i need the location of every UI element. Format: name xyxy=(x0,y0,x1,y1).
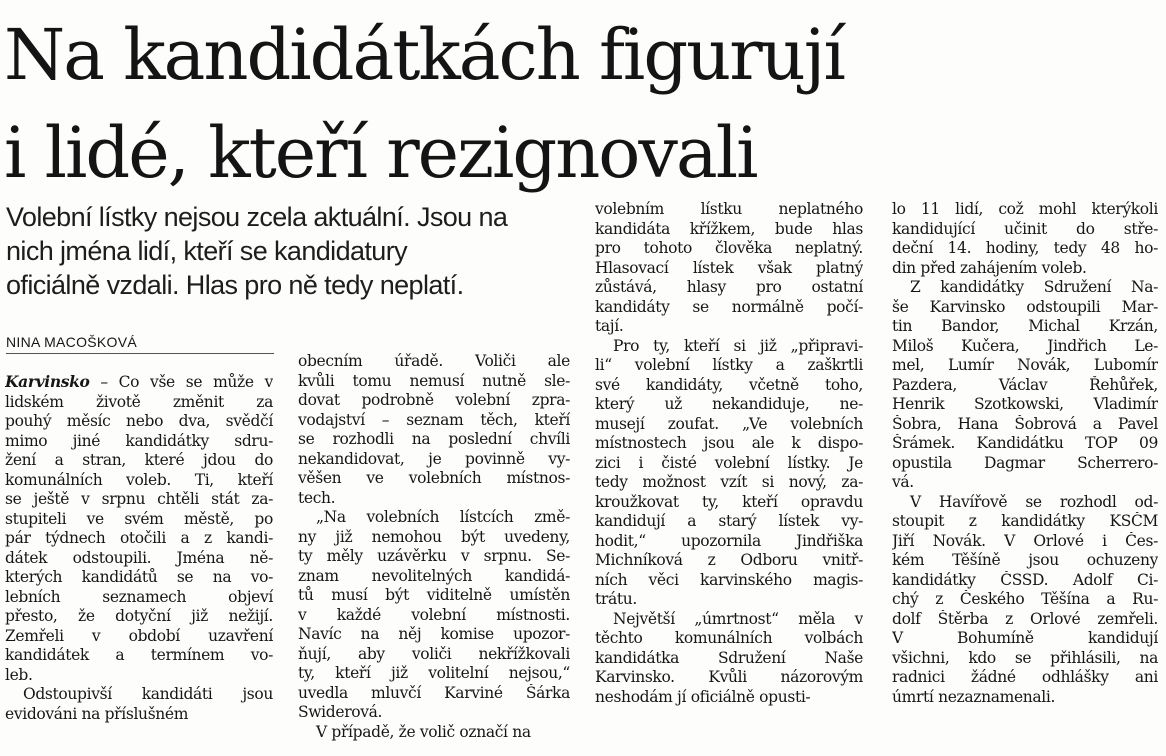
column-line: ty, kteří již volitelní nejsou,“ xyxy=(298,664,570,682)
column-line: pouhý měsíc nebo dva, svědčí xyxy=(5,412,273,430)
column-line: tů musí být viditelně umístěn xyxy=(298,586,570,604)
column-line: lebních seznamech objeví xyxy=(5,587,273,606)
column-line: Michníková z Odboru vnitř- xyxy=(595,551,863,569)
column-line: znam nevolitelných kandidá- xyxy=(298,566,570,585)
column-line: v každé volební místnosti. xyxy=(298,605,570,624)
article-column-2 xyxy=(298,352,570,742)
column-line: nekandidovat, je povinně vy- xyxy=(298,449,570,468)
column-line: deční 14. hodiny, tedy 48 ho- xyxy=(892,239,1158,257)
column-line: pro tohoto člověka neplatný. xyxy=(595,239,863,257)
column-line: Pazdera, Václav Řehůřek, xyxy=(892,375,1158,394)
article-headline xyxy=(4,6,1154,202)
column-line: evidováni na příslušném xyxy=(5,704,189,723)
column-line: „Na volebních lístcích změ- xyxy=(316,508,570,526)
column-line: kandidáty se normálně počí- xyxy=(595,297,863,316)
column-line: kroužkovat ty, kteří opravdu xyxy=(595,492,863,511)
column-line: vodajství – seznam těch, kteří xyxy=(298,410,570,429)
article-lead xyxy=(6,200,571,302)
column-line: tají. xyxy=(595,317,624,335)
column-line: uvedla mluvčí Karviné Šárka xyxy=(298,683,570,702)
column-line: kandidují a starý lístek vy- xyxy=(595,512,863,530)
headline-line: i lidé, kteří rezignovali xyxy=(4,112,757,194)
column-line: Navíc na něj komise upozor- xyxy=(298,625,570,643)
article-column-4 xyxy=(892,200,1158,707)
column-line: obecním úřadě. Voliči ale xyxy=(298,352,570,370)
headline-line: Na kandidátkách figurují xyxy=(4,14,844,96)
column-line: kandidáta křížkem, bude hlas xyxy=(595,219,863,238)
column-line: místnostech jsou ale k dispo- xyxy=(595,434,863,452)
column-line: lidském životě změnit za xyxy=(5,392,273,411)
column-line: těchto komunálních volbách xyxy=(595,629,863,647)
column-line: hodit,“ upozornila Jindřiška xyxy=(595,531,863,550)
column-line: věšen ve volebních místnos- xyxy=(298,469,570,487)
column-line: žení a stran, které jdou do xyxy=(5,451,273,469)
column-line: zůstává, hlasy pro ostatní xyxy=(595,278,863,296)
lead-line: oficiálně vzdali. Hlas pro ně tedy neplatí. xyxy=(6,270,464,300)
column-line: radnici žádné odhlášky ani xyxy=(892,668,1158,686)
dateline-rest: – Co vše se může v xyxy=(89,373,273,391)
column-line: Šobra, Hana Šobrová a Pavel xyxy=(892,414,1158,433)
column-line: ty měly uzávěrku v srpnu. Se- xyxy=(298,547,570,565)
column-line: stoupit z kandidátky KSČM xyxy=(892,512,1158,530)
column-line: kandidátka Sdružení Naše xyxy=(595,648,863,667)
column-line: Karvinsko. Kvůli názorovým xyxy=(595,668,863,686)
column-line: V Havířově se rozhodl od- xyxy=(910,492,1158,511)
author-byline: NINA MACOŠKOVÁ xyxy=(6,333,274,354)
column-line: din před zahájením voleb. xyxy=(892,258,1087,277)
column-line: tech. xyxy=(298,488,336,507)
column-line: kandidátky ČSSD. Adolf Ci- xyxy=(892,570,1158,589)
column-line: kvůli tomu nemusí nutně sle- xyxy=(298,371,570,390)
column-line: ních věci karvinského magis- xyxy=(595,570,863,589)
column-line: Pro ty, kteří si již „připravi- xyxy=(613,336,863,355)
column-line: přesto, že dotyční již nežijí. xyxy=(5,607,273,625)
column-line: V Bohumíně kandidují xyxy=(892,629,1158,647)
column-line: Šrámek. Kandidátku TOP 09 xyxy=(892,434,1158,452)
column-line: kandidátek a termínem vo- xyxy=(5,646,273,664)
column-line: pár týdnech otočili a z kandi- xyxy=(5,529,273,547)
column-line: li“ volební lístky a zaškrtli xyxy=(595,356,863,374)
column-line: kém Těšíně jsou ochuzeny xyxy=(892,551,1158,569)
column-line: opustila Dagmar Scherrero- xyxy=(892,453,1158,472)
column-line: Jiří Novák. V Orlové i Čes- xyxy=(892,531,1158,550)
lead-line: nich jména lidí, kteří se kandidatury xyxy=(6,236,408,266)
column-line: Swiderová. xyxy=(298,703,383,721)
column-line: všichni, kdo se přihlásili, na xyxy=(892,648,1158,667)
column-line: komunálních voleb. Ti, kteří xyxy=(5,470,273,489)
column-line: se ještě v srpnu chtěli stát za- xyxy=(5,490,273,508)
column-line: který už nekandiduje, ne- xyxy=(595,395,863,413)
column-line: Odstoupivší kandidáti jsou xyxy=(23,685,273,703)
column-line: dolf Štěrba z Orlové zemřeli. xyxy=(892,609,1158,628)
column-line: Největší „úmrtnost“ měla v xyxy=(613,609,863,628)
column-line: své kandidáty, včetně toho, xyxy=(595,375,863,394)
column-line: stupiteli ve svém městě, po xyxy=(5,509,273,528)
column-line: neshodám jí oficiálně opusti- xyxy=(595,687,811,706)
column-line: zici i čisté volební lístky. Je xyxy=(595,453,863,472)
column-line: kterých kandidátů se na vo- xyxy=(5,568,273,586)
column-line: tedy možnost vzít si nový, za- xyxy=(595,473,863,491)
article-column-1 xyxy=(5,372,273,724)
column-line: leb. xyxy=(5,665,33,684)
column-line: Henrik Szotkowski, Vladimír xyxy=(892,395,1158,413)
column-line: vá. xyxy=(892,473,914,491)
column-line: še Karvinsko odstoupili Mar- xyxy=(892,297,1158,316)
column-line: tin Bandor, Michal Krzán, xyxy=(892,317,1158,335)
column-line: kandidující učinit do stře- xyxy=(892,219,1158,238)
column-line: mel, Lumír Novák, Lubomír xyxy=(892,356,1158,374)
column-line: ňují, aby voliči nekřížkovali xyxy=(298,644,570,663)
column-line: Z kandidátky Sdružení Na- xyxy=(910,278,1158,296)
column-line: Miloš Kučera, Jindřich Le- xyxy=(892,336,1158,355)
column-line: volebním lístku neplatného xyxy=(595,200,863,218)
column-line: se rozhodli na poslední chvíli xyxy=(298,430,570,448)
column-line xyxy=(5,372,273,393)
column-line: Zemřeli v období uzavření xyxy=(5,626,273,645)
article-column-3 xyxy=(595,200,863,707)
column-line: trátu. xyxy=(595,590,637,608)
column-line: lo 11 lidí, což mohl kterýkoli xyxy=(892,200,1158,218)
column-line: chý z Českého Těšína a Ru- xyxy=(892,590,1158,608)
dateline: Karvinsko xyxy=(5,372,90,391)
column-line: musejí zoufat. „Ve volebních xyxy=(595,414,863,433)
column-line: dovat podrobně volební zpra- xyxy=(298,391,570,409)
column-line: Hlasovací lístek však platný xyxy=(595,258,863,277)
column-line: dátek odstoupili. Jména ně- xyxy=(5,548,273,567)
column-line: ny již nemohou být uvedeny, xyxy=(298,527,570,546)
column-line: úmrtí nezaznamenali. xyxy=(892,687,1056,706)
lead-line: Volební lístky nejsou zcela aktuální. Jsou na xyxy=(6,202,508,232)
column-line: V případě, že volič označí na xyxy=(316,722,531,741)
column-line: mimo jiné kandidátky sdru- xyxy=(5,431,273,450)
